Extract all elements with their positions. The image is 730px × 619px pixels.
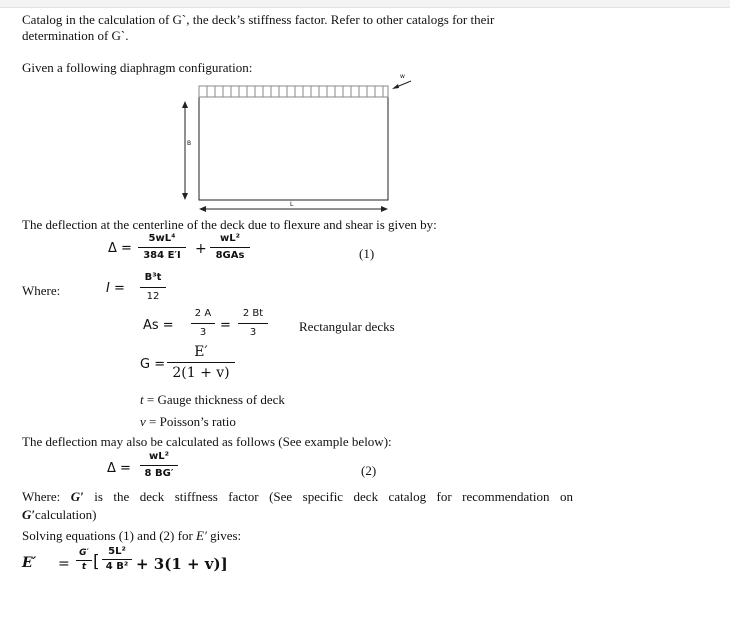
dimension-label-l: L	[290, 201, 294, 208]
shear-area-denominator-1: 3	[199, 327, 207, 338]
shear-modulus-lhs: G =	[140, 357, 166, 372]
alternative-numerator: wL²	[149, 451, 169, 462]
inertia-lhs: I =	[106, 281, 125, 296]
final-ratio-numerator: 5L²	[108, 546, 126, 557]
intro-line-1: Catalog in the calculation of G`, the deck’s stiffness factor. Refer to other catalogs for their	[22, 12, 495, 27]
shear-area-lhs: As =	[143, 318, 174, 333]
shear-modulus-numerator: E′	[194, 344, 208, 360]
poisson-symbol: v	[140, 414, 146, 429]
solving-text-a: Solving equations (1) and (2) for	[22, 528, 197, 543]
distributed-load	[199, 86, 388, 97]
fraction-bar	[140, 465, 178, 466]
deck-rectangle	[199, 97, 388, 200]
thickness-symbol: t	[140, 392, 144, 407]
final-g-denominator: t	[81, 562, 87, 572]
final-equals: =	[58, 556, 70, 572]
shear-area-numerator-2: 2 Bt	[242, 308, 264, 319]
shear-modulus-fraction	[167, 344, 235, 381]
final-g-numerator: G′	[79, 548, 89, 558]
solving-text	[22, 528, 241, 543]
stiffness-symbol: G′	[70, 489, 84, 504]
solving-text-b: gives:	[206, 528, 242, 543]
shear-area-fraction-2	[238, 308, 268, 339]
shear-modulus-denominator: 2(1 + v)	[172, 365, 230, 381]
flexure-denominator: 384 E′I	[143, 250, 181, 261]
poisson-text: = Poisson’s ratio	[149, 414, 236, 429]
rectangular-decks-note: Rectangular decks	[299, 319, 395, 334]
flexure-numerator: 5wL⁴	[148, 233, 176, 244]
solving-symbol: E′	[196, 528, 207, 543]
delta-symbol-2: Δ =	[107, 461, 131, 476]
final-remainder: + 3(1 + v)]	[136, 555, 228, 573]
equation-number-2: (2)	[361, 463, 377, 478]
shear-denominator: 8GAs	[215, 250, 245, 261]
fraction-bar	[210, 247, 250, 248]
shear-area-denominator-2: 3	[249, 327, 257, 338]
stiffness-description: is the deck stiffness factor (See specific deck catalog for recommendation on	[83, 489, 573, 504]
intro-line-2: determination of G`.	[22, 28, 129, 43]
equals-sign: =	[220, 318, 231, 333]
alternative-intro: The deflection may also be calculated as follows (See example below):	[22, 434, 392, 449]
final-bracket-open: [	[93, 552, 100, 572]
shear-term	[210, 233, 250, 262]
thickness-definition	[140, 392, 285, 407]
shear-area-fraction-1	[191, 308, 215, 339]
diaphragm-diagram	[0, 0, 730, 230]
flexure-term	[138, 233, 186, 262]
fraction-bar	[191, 323, 215, 324]
equation-number-1: (1)	[359, 246, 375, 261]
fraction-bar	[167, 362, 235, 363]
given-text: Given a following diaphragm configuration:	[22, 60, 253, 75]
fraction-bar	[102, 559, 132, 560]
final-g-fraction	[76, 548, 92, 573]
where-label-2: Where:	[22, 489, 61, 504]
fraction-bar	[140, 287, 166, 288]
stiffness-symbol-2: G′	[22, 507, 36, 522]
where-label: Where:	[22, 283, 61, 298]
calculation-text: calculation)	[35, 507, 97, 522]
inertia-numerator: B³t	[144, 272, 162, 283]
alternative-denominator: 8 BG′	[144, 468, 174, 479]
inertia-denominator: 12	[146, 291, 160, 302]
fraction-bar	[76, 560, 92, 561]
shear-area-numerator-1: 2 A	[194, 308, 212, 319]
delta-symbol-1: Δ =	[108, 241, 132, 256]
thickness-text: = Gauge thickness of deck	[146, 392, 285, 407]
deflection-intro: The deflection at the centerline of the deck due to flexure and shear is given by:	[22, 217, 437, 232]
final-lhs: E′	[22, 555, 37, 571]
final-ratio-denominator: 4 B²	[105, 561, 129, 572]
stiffness-description-line-2	[22, 507, 96, 522]
stiffness-description-line-1	[22, 489, 573, 504]
shear-numerator: wL²	[220, 233, 240, 244]
load-hatching	[207, 86, 383, 97]
fraction-bar	[238, 323, 268, 324]
load-label-w: w	[400, 73, 405, 80]
plus-sign: +	[195, 241, 207, 257]
inertia-fraction	[140, 272, 166, 303]
poisson-definition	[140, 414, 236, 429]
alternative-fraction	[140, 451, 178, 480]
dimension-label-b: B	[187, 140, 192, 147]
final-ratio-fraction	[102, 546, 132, 573]
fraction-bar	[138, 247, 186, 248]
